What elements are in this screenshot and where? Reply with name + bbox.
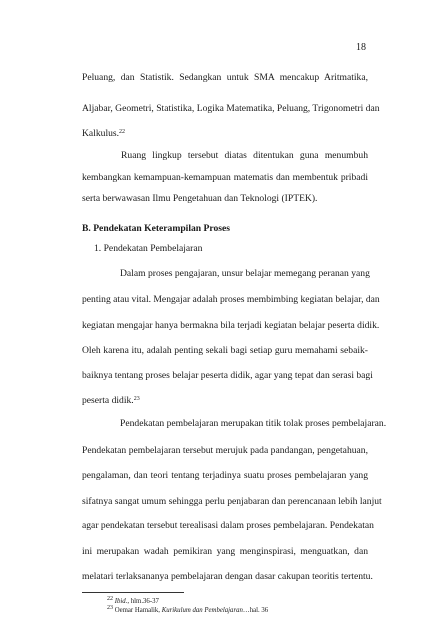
para2-line-7: melatari terlaksananya pembelajaran dengan dasar cakupan teoritis tertentu. xyxy=(82,571,373,582)
para2-line-3: pengalaman, dan teori tentang terjadinya suatu proses pembelajaran yang xyxy=(82,470,368,481)
para2-line-5: agar pendekatan tersebut terealisasi dalam proses pembelajaran. Pendekatan xyxy=(82,520,374,531)
para2-line-4: sifatnya sangat umum sehingga perlu penjabaran dan perencanaan lebih lanjut xyxy=(82,496,382,507)
footnote-22: $^{22}$ Ibid., hlm.36-37 xyxy=(107,596,159,605)
para1-line-3: kegiatan mengajar hanya bermakna bila terjadi kegiatan belajar peserta didik. xyxy=(82,320,380,331)
scope-line-1: Ruang lingkup tersebut diatas ditentukan guna menumbuh xyxy=(121,150,368,161)
para1-line-2: penting atau vital. Mengajar adalah proses membimbing kegiatan belajar, dan xyxy=(82,294,380,305)
para1-line-6: peserta didik.$^{23}$ xyxy=(82,395,140,406)
scope-line-3: serta berwawasan Ilmu Pengetahuan dan Teknologi (IPTEK). xyxy=(82,193,318,204)
section-heading-b: B. Pendekatan Keterampilan Proses xyxy=(82,223,230,234)
scope-line-2: kembangkan kemampuan-kemampuan matematis dan membentuk pribadi xyxy=(82,172,368,183)
para2-line-2: Pendekatan pembelajaran tersebut merujuk pada pandangan, pengetahuan, xyxy=(82,445,368,456)
footnote-ref-22: 22 xyxy=(119,129,126,135)
intro-line-3: Kalkulus.$^{22}$ xyxy=(82,128,126,139)
footnote-23: $^{23}$ Oemar Hamalik, Kurikulum dan Pembelajaran…hal. 36 xyxy=(107,605,269,614)
subheading-1: 1. Pendekatan Pembelajaran xyxy=(94,243,203,254)
para1-line-4: Oleh karena itu, adalah penting sekali bagi setiap guru memahami sebaik- xyxy=(82,345,368,356)
para1-line-5: baiknya tentang proses belajar peserta didik, agar yang tepat dan serasi bagi xyxy=(82,370,373,381)
para2-line-6: ini merupakan wadah pemikiran yang menginspirasi, menguatkan, dan xyxy=(82,546,368,557)
intro-line-1: Peluang, dan Statistik. Sedangkan untuk SMA mencakup Aritmatika, xyxy=(82,72,368,83)
footnote-ref-23: 23 xyxy=(133,396,140,402)
para1-line-1: Dalam proses pengajaran, unsur belajar memegang peranan yang xyxy=(120,268,370,279)
footnote-divider xyxy=(82,592,184,593)
intro-line-2: Aljabar, Geometri, Statistika, Logika Matematika, Peluang, Trigonometri dan xyxy=(82,103,380,114)
page-number: 18 xyxy=(356,42,366,53)
para2-line-1: Pendekatan pembelajaran merupakan titik tolak proses pembelajaran. xyxy=(120,418,387,429)
